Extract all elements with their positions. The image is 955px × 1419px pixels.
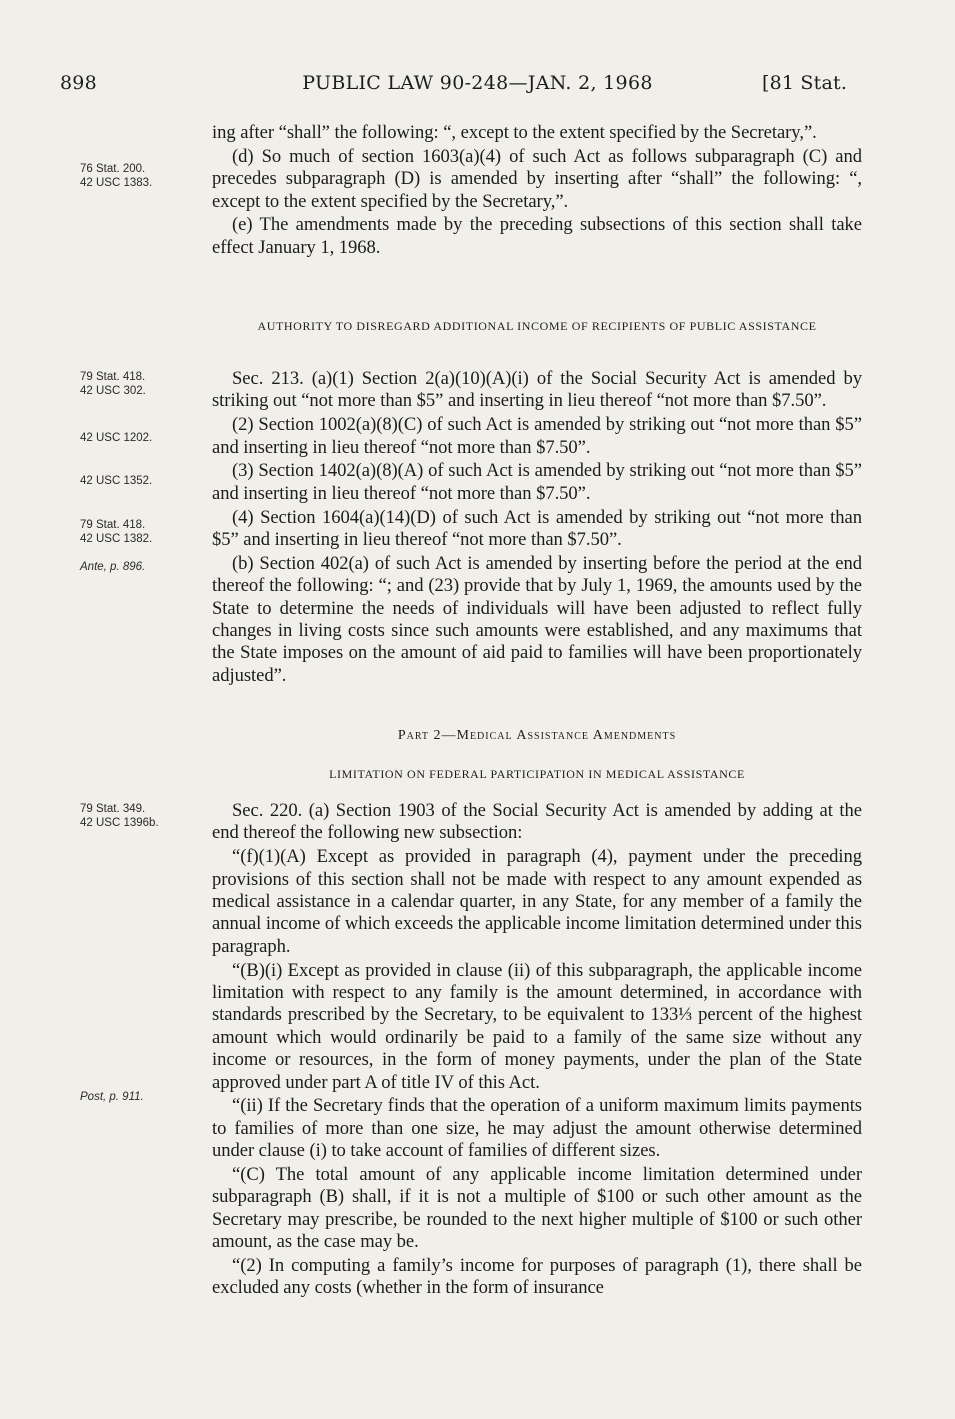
margin-note: 79 Stat. 418.	[80, 371, 146, 383]
margin-note: 42 USC 1352.	[80, 475, 153, 487]
text-block-3	[212, 800, 862, 1301]
section-heading: LIMITATION ON FEDERAL PARTICIPATION IN MEDICAL ASSISTANCE	[329, 767, 745, 781]
paragraph: (b) Section 402(a) of such Act is amended by inserting before the period at the end thereof the following: “; and (23) provide that by July 1, 1969, the amounts used by the State to determine the needs of individuals will have been adjusted to reflect fully changes in living costs since such amounts were established, and any maximums that the State imposes on the amount of aid paid to families will have been proportionately adjusted”.	[212, 552, 862, 686]
margin-note: 42 USC 1202.	[80, 432, 153, 444]
margin-note: Ante, p. 896.	[80, 561, 146, 573]
margin-note: 42 USC 1383.	[80, 177, 153, 189]
paragraph: (e) The amendments made by the preceding subsections of this section shall take effect January 1, 1968.	[212, 214, 862, 258]
paragraph: “(ii) If the Secretary finds that the operation of a uniform maximum limits payments to families of more than one size, he may adjust the amount otherwise determined under clause (i) to take account of families of different sizes.	[212, 1095, 862, 1162]
paragraph: “(2) In computing a family’s income for purposes of paragraph (1), there shall be excluded any costs (whether in the form of insurance	[212, 1255, 862, 1299]
paragraph: “(f)(1)(A) Except as provided in paragraph (4), payment under the preceding provisions of this section shall not be made with respect to any amount expended as medical assistance in a calendar quarter, in any State, for any member of a family the annual income of which exceeds the applicable income limitation determined under this paragraph.	[212, 846, 862, 957]
text-block-2	[212, 368, 862, 689]
paragraph: (3) Section 1402(a)(8)(A) of such Act is amended by striking out “not more than $5” and inserting in lieu thereof “not more than $7.50”.	[212, 460, 862, 504]
paragraph: (2) Section 1002(a)(8)(C) of such Act is amended by striking out “not more than $5” and inserting in lieu thereof “not more than $7.50”.	[212, 414, 862, 458]
margin-note: 42 USC 1382.	[80, 533, 153, 545]
paragraph: “(C) The total amount of any applicable income limitation determined under subparagraph (B) shall, if it is not a multiple of $100 or such other amount as the Secretary may prescribe, be rounded to the next higher multiple of $100 or such other amount, as the case may be.	[212, 1164, 862, 1253]
margin-note: 42 USC 1396b.	[80, 817, 159, 829]
paragraph: (4) Section 1604(a)(14)(D) of such Act is amended by striking out “not more than $5” and inserting in lieu thereof “not more than $7.50”.	[212, 506, 862, 551]
margin-note: 79 Stat. 349.	[80, 803, 146, 815]
statute-reference: [81 Stat.	[762, 72, 848, 94]
section-heading: AUTHORITY TO DISREGARD ADDITIONAL INCOME OF RECIPIENTS OF PUBLIC ASSISTANCE	[257, 319, 817, 333]
margin-note: 79 Stat. 418.	[80, 519, 146, 531]
margin-note: 76 Stat. 200.	[80, 163, 146, 175]
paragraph: “(B)(i) Except as provided in clause (ii) of this subparagraph, the applicable income limitation with respect to any family is the amount determined, in accordance with standards prescribed by the Secretary, to be equivalent to 133⅓ percent of the highest amount which would ordinarily be paid to a family of the same size without any income or resources, in the form of money payments, under the plan of the State approved under part A of title IV of this Act.	[212, 959, 862, 1093]
margin-note: 42 USC 302.	[80, 385, 146, 397]
text-block-1	[212, 122, 862, 261]
paragraph: Sec. 220. (a) Section 1903 of the Social Security Act is amended by adding at the end thereof the following new subsection:	[212, 800, 862, 844]
paragraph: ing after “shall” the following: “, except to the extent specified by the Secretary,”.	[212, 122, 817, 143]
page-number: 898	[60, 72, 97, 94]
paragraph: (d) So much of section 1603(a)(4) of such Act as follows subparagraph (C) and precedes subparagraph (D) is amended by inserting after “shall” the following: “, except to the extent specified by the Secretary,”.	[212, 145, 862, 212]
paragraph: Sec. 213. (a)(1) Section 2(a)(10)(A)(i) of the Social Security Act is amended by striking out “not more than $5” and inserting in lieu thereof “not more than $7.50”.	[212, 368, 862, 412]
part-heading: Part 2—Medical Assistance Amendments	[397, 728, 677, 743]
running-title: PUBLIC LAW 90-248—JAN. 2, 1968	[302, 72, 653, 94]
margin-note: Post, p. 911.	[80, 1091, 144, 1103]
